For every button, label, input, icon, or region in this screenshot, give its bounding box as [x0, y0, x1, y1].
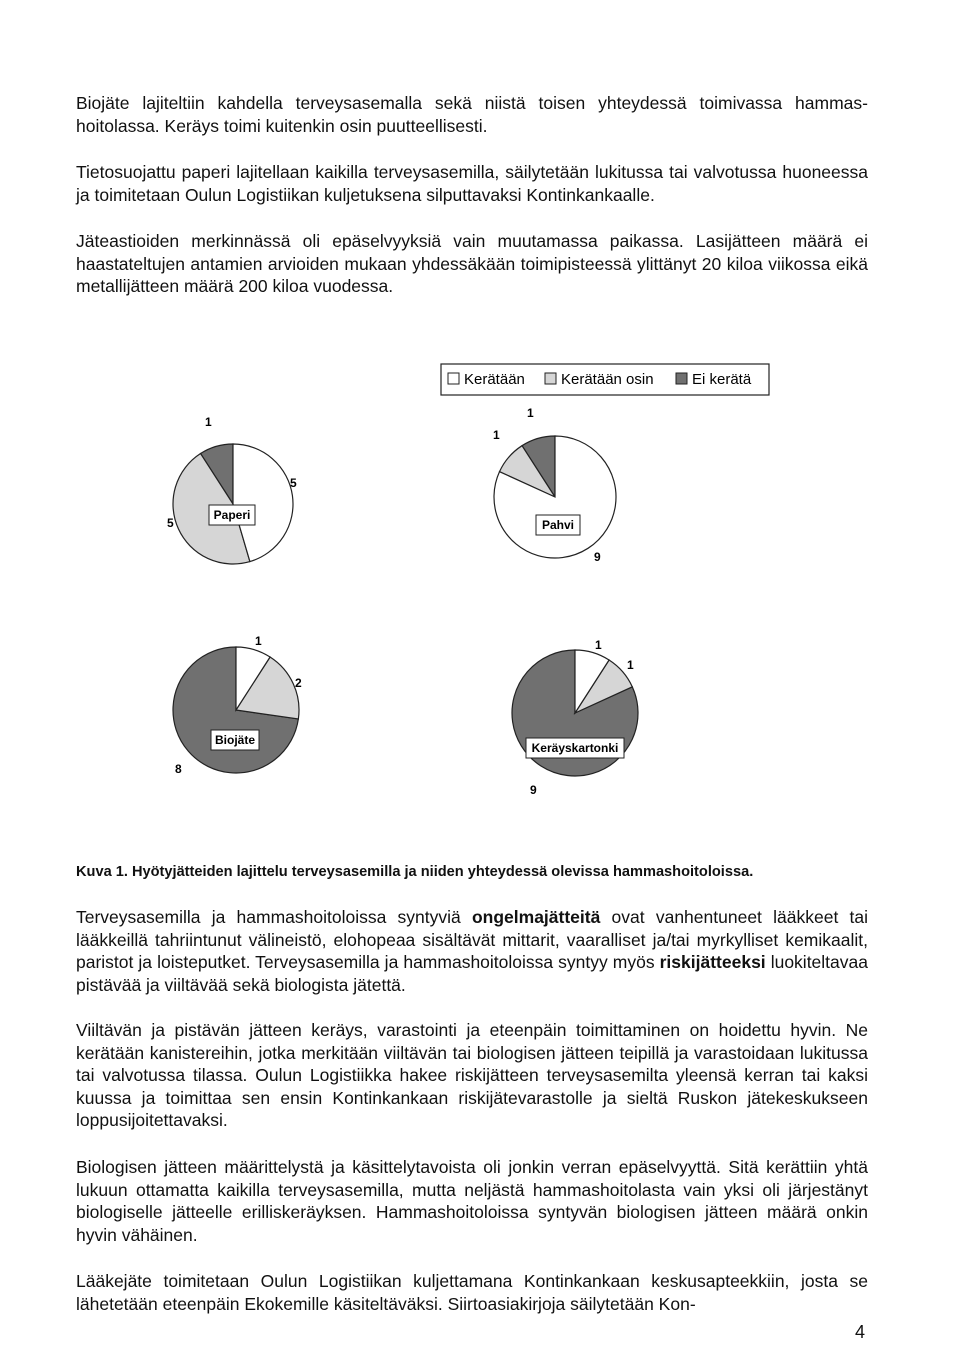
- paragraph-5: Viiltävän ja pistävän jätteen keräys, varastointi ja eteenpäin toimittaminen on hoidettu hyvin. Ne kerätään kanistereihin, jotka merkitään viiltävän tai biologisen jätteen teipillä ja varastoidaan lukitussa tai valvotussa tilassa. Oulun Logistiikka hakee riskijätteen terveysasemilta yleensä kerran tai kaksi kuussa ja toimittaa sen ensin Kontinkankaan riskijätevarastolle ja sieltä Ruskon jätekeskukseen loppusijoitettavaksi.: [76, 1020, 868, 1131]
- value-label-keräyskartonki: 1: [595, 638, 602, 652]
- chart-name-paperi: Paperi: [213, 508, 251, 522]
- legend-swatch-keratan-osin: [545, 373, 556, 384]
- paragraph-4-text-a: Terveysasemilla ja hammashoitoloissa syntyviä: [76, 907, 472, 927]
- legend-label-keratan-osin: Kerätään osin: [561, 371, 654, 388]
- paragraph-4-text-e: luokiteltavaa pistävää ja viiltävää sekä biologista jätettä.: [76, 952, 868, 995]
- legend-label-keratan: Kerätään: [464, 371, 525, 388]
- term-ongelmajatteita: ongelmajätteitä: [471, 907, 601, 927]
- pie-biojäte: [173, 634, 302, 776]
- value-label-biojäte: 8: [175, 762, 182, 776]
- paragraph-4-text-c: ovat vanhentuneet lääkkeet tai lääkkeillä tahriintunut välineistö, elohopeaa sisältävät mittarit, vaaralliset ja/tai myrkylliset kemikaalit, paristot ja loisteputket. Terveysasemilla ja hammashoitoloissa syntyy myös: [76, 907, 868, 973]
- chart-name-pahvi: Pahvi: [541, 518, 575, 532]
- paragraph-6: Biologisen jätteen määrittelystä ja käsittelytavoista oli jonkin verran epäselvyyttä. Sitä kerättiin yhtä lukuun ottamatta kaikilla terveysasemilla, mutta neljästä hammashoitolasta vain yksi oli järjestänyt biologiselle jätteelle erilliskeräyksen. Hammashoitoloissa syntyvän biologisen jätteen määrä onkin hyvin vähäinen.: [76, 1157, 868, 1245]
- pie-pahvi: [493, 406, 616, 564]
- value-label-biojäte: 2: [295, 676, 302, 690]
- value-label-pahvi: 1: [493, 428, 500, 442]
- legend-label-ei-kerata: Ei kerätä: [692, 371, 752, 388]
- legend-swatch-ei-kerata: [676, 373, 687, 384]
- value-label-pahvi: 9: [594, 550, 601, 564]
- chart-legend: [441, 364, 769, 395]
- chart-name-biojäte: Biojäte: [214, 733, 256, 747]
- figure-caption: Kuva 1. Hyötyjätteiden lajittelu terveysasemilla ja niiden yhteydessä olevissa hammashoitoloissa.: [76, 864, 754, 880]
- term-riskijatteeksi: riskijätteeksi: [659, 952, 766, 973]
- legend-swatch-keratan: [448, 373, 459, 384]
- pie-keräyskartonki: [512, 638, 638, 797]
- value-label-biojäte: 1: [255, 634, 262, 648]
- value-label-pahvi: 1: [527, 406, 534, 420]
- value-label-paperi: 5: [290, 476, 297, 490]
- pie-paperi: [167, 415, 297, 564]
- paragraph-3: Jäteastioiden merkinnässä oli epäselvyyksiä vain muutamassa paikassa. Lasijätteen määrä ei haastateltujen antamien arvioiden mukaan yhdessäkään toimipisteessä ylittänyt 20 kiloa viikossa eikä metallijätteen määrä 200 kiloa vuodessa.: [76, 231, 868, 297]
- value-label-paperi: 1: [205, 415, 212, 429]
- paragraph-4: [76, 906, 868, 996]
- page-number: 4: [855, 1322, 866, 1342]
- chart-name-keräyskartonki: Keräyskartonki: [531, 741, 619, 755]
- paragraph-2: Tietosuojattu paperi lajitellaan kaikilla terveysasemilla, säilytetään lukitussa tai valvotussa huoneessa ja toimitetaan Oulun Logistiikan kuljetuksena silputtavaksi Kontinkankaalle.: [76, 162, 868, 205]
- value-label-keräyskartonki: 9: [530, 783, 537, 797]
- paragraph-7: Lääkejäte toimitetaan Oulun Logistiikan kuljettamana Kontinkankaan keskusapteekkiin, josta se lähetetään eteenpäin Ekokemille käsiteltäväksi. Siirtoasiakirjoja säilytetään Kon-: [76, 1271, 868, 1314]
- value-label-keräyskartonki: 1: [627, 658, 634, 672]
- value-label-paperi: 5: [167, 516, 174, 530]
- paragraph-1: Biojäte lajiteltiin kahdella terveysasemalla sekä niistä toisen yhteydessä toimivassa hammas-hoitolassa. Keräys toimi kuitenkin osin puutteellisesti.: [76, 93, 868, 136]
